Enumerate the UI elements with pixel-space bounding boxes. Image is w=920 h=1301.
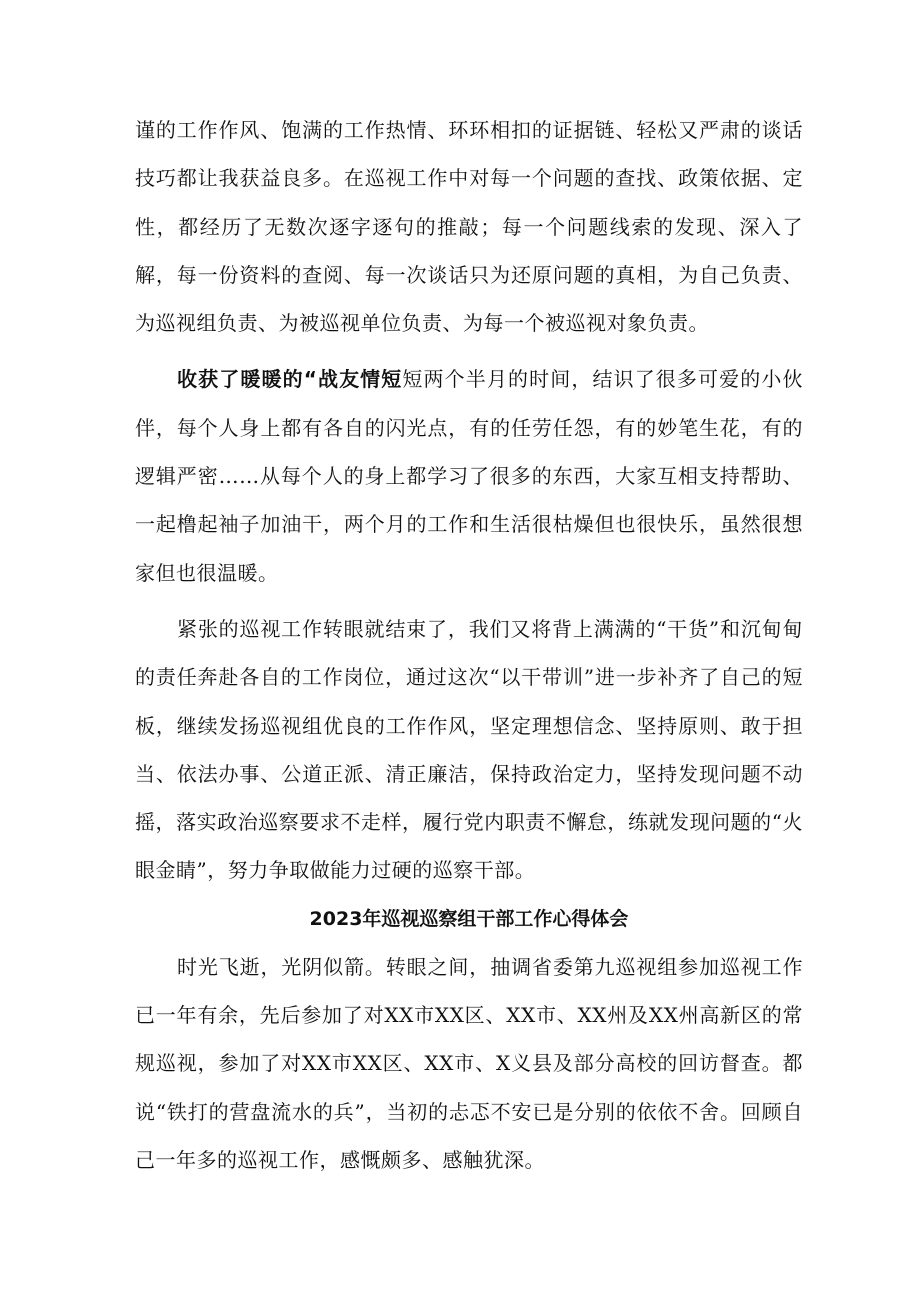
document-body (135, 106, 803, 1184)
paragraph-continuation (135, 106, 803, 347)
paragraph-text: 紧张的巡视工作转眼就结束了，我们又将背上满满的“干货”和沉甸甸的责任奔赴各自的工作岗位，通过这次“以干带训”进一步补齐了自己的短板，继续发扬巡视组优良的工作作风，坚定理想信念、坚持原则、敢于担当、依法办事、公道正派、清正廉洁，保持政治定力，坚持发现问题不动摇，落实政治巡察要求不走样，履行党内职责不懈怠，练就发现问题的“火眼金睛”，努力争取做能力过硬的巡察干部。 (135, 616, 803, 883)
paragraph-text: 时光飞逝，光阴似箭。转眼之间，抽调省委第九巡视组参加巡视工作已一年有余，先后参加了对XX市XX区、XX市、XX州及XX州高新区的常规巡视，参加了对XX市XX区、XX市、X义县及部分高校的回访督查。都说“铁打的营盘流水的兵”，当初的忐忑不安已是分别的依依不舍。回顾自己一年多的巡视工作，感慨颇多、感触犹深。 (135, 954, 803, 1172)
paragraph-text: 短两个半月的时间，结识了很多可爱的小伙伴，每个人身上都有各自的闪光点，有的任劳任怨，有的妙笔生花，有的逻辑严密……从每个人的身上都学习了很多的东西，大家互相支持帮助、一起橹起袖子加油干，两个月的工作和生活很枯燥但也很快乐，虽然很想家但也很温暖。 (135, 367, 803, 585)
section-title: 2023年巡视巡察组干部工作心得体会 (309, 907, 629, 930)
paragraph-conclusion (135, 605, 803, 895)
paragraph-text: 谨的工作作风、饱满的工作热情、环环相扣的证据链、轻松又严肃的谈话技巧都让我获益良多。在巡视工作中对每一个问题的查找、政策依据、定性，都经历了无数次逐字逐句的推敲；每一个问题线索的发现、深入了解，每一份资料的查阅、每一次谈话只为还原问题的真相，为自己负责、为巡视组负责、为被巡视单位负责、为每一个被巡视对象负责。 (135, 118, 803, 336)
paragraph-comradeship (135, 355, 803, 596)
paragraph-intro (135, 943, 803, 1184)
paragraph-bold-lead: 收获了暖暖的“战友情短 (177, 367, 403, 392)
